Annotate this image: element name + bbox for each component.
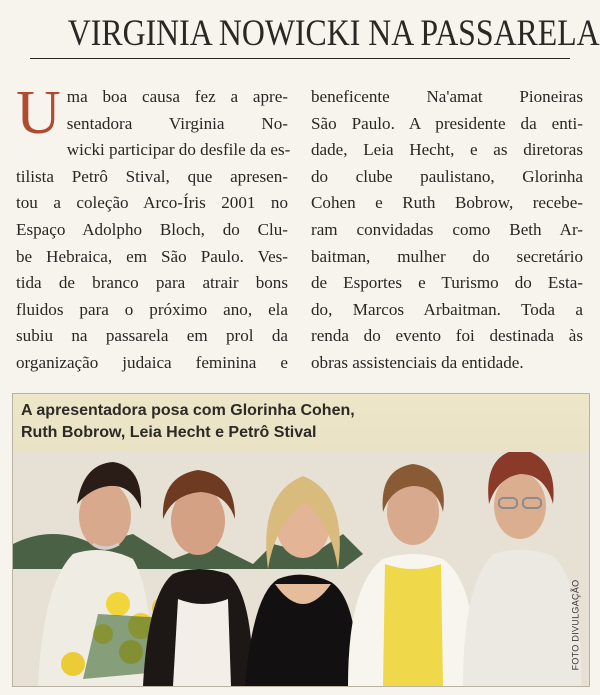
article-line: organização judaica feminina e: [16, 352, 288, 372]
article-line: subiu na passarela em prol da: [16, 326, 288, 346]
photo-caption-line: Ruth Bobrow, Leia Hecht e Petrô Stival: [21, 424, 317, 441]
article-line: wicki participar do desfile da es-: [66, 140, 291, 160]
article-line: ma boa causa fez a apre-: [66, 87, 288, 106]
article-line: renda do evento foi destinada às: [311, 326, 583, 346]
photo-caption-line: A apresentadora posa com Glorinha Cohen,: [21, 402, 355, 419]
article-line: sentadora Virginia No-: [66, 113, 288, 133]
article-line: dade, Leia Hecht, e as diretoras: [311, 140, 583, 160]
article-line: de Esportes e Turismo do Esta-: [311, 273, 583, 293]
article-line: tou a coleção Arco-Íris 2001 no: [16, 193, 288, 213]
article-line: Espaço Adolpho Bloch, do Clu-: [16, 219, 288, 239]
article-line: do, Marcos Arbaitman. Toda a: [311, 299, 583, 319]
event-photo: [12, 393, 590, 687]
headline: VIRGINIA NOWICKI NA PASSARELA: [67, 13, 600, 54]
headline-rule: [30, 58, 570, 59]
article-line: Cohen e Ruth Bobrow, recebe-: [311, 193, 583, 213]
article-line: beneficente Na'amat Pioneiras: [311, 87, 583, 106]
drop-cap: U: [16, 79, 61, 147]
article-line: obras assistenciais da entidade.: [311, 352, 524, 372]
caption-box: [13, 394, 589, 452]
article-line: ram convidadas como Beth Ar-: [311, 219, 583, 239]
article-column-left: [16, 79, 291, 377]
article-line: São Paulo. A presidente da enti-: [311, 113, 583, 133]
article-column-right: [311, 84, 583, 377]
article-line: baitman, mulher do secretário: [311, 246, 583, 266]
article-line: tida de branco para atrair bons: [16, 273, 288, 293]
photo-credit: FOTO DIVULGAÇÃO: [570, 579, 581, 671]
article-line: tilista Petrô Stival, que apresen-: [16, 166, 288, 186]
photo-caption: [21, 400, 421, 444]
article-line: fluidos para o próximo ano, ela: [16, 299, 288, 319]
article-line: do clube paulistano, Glorinha: [311, 166, 583, 186]
article-line: be Hebraica, em São Paulo. Ves-: [16, 246, 288, 266]
